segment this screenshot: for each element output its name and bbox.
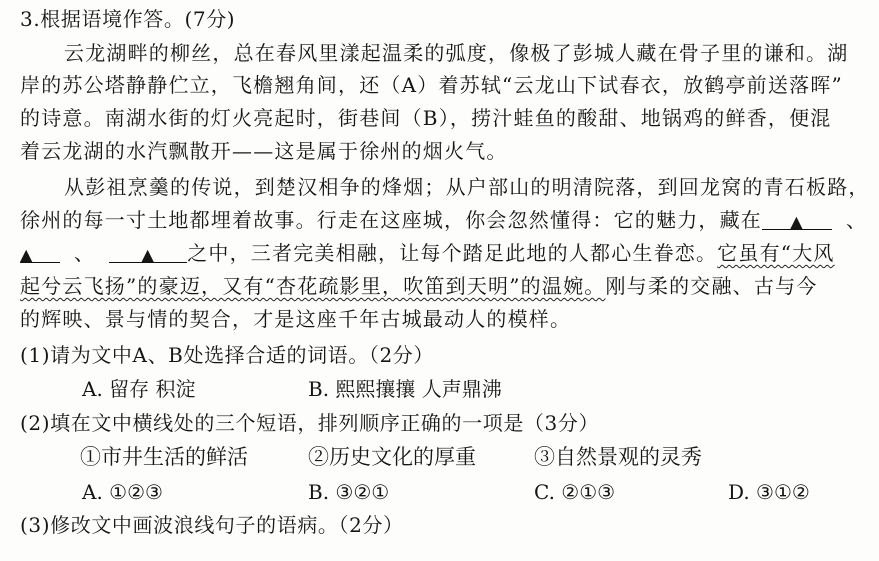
wavy-sentence-part2: 起兮云飞扬”的豪迈，又有“杏花疏影里，吹笛到天明”的温婉。 <box>20 274 606 298</box>
para2-line4 <box>20 273 817 299</box>
sub2-phrase-1: ①市井生活的鲜活 <box>80 445 248 469</box>
triangle-marker-icon: ▲ <box>20 245 34 264</box>
fill-blank-3 <box>109 240 187 263</box>
wavy-sentence-part1: 它虽有“大风 <box>717 241 835 265</box>
fill-blank-1 <box>762 207 832 230</box>
triangle-marker-icon: ▲ <box>141 245 155 264</box>
sub3-prompt: (3)修改文中画波浪线句子的语病。（2分） <box>20 513 404 537</box>
sub2-phrase-3: ③自然景观的灵秀 <box>534 445 702 469</box>
para2-line3-text: 之中，三者完美相融，让每个踏足此地的人都心生眷恋。 <box>187 241 718 265</box>
para2-line4-text: 刚与柔的交融、古与今 <box>605 274 818 298</box>
para1-line3: 的诗意。南湖水街的灯火亮起时，街巷间（B），捞汁蛙鱼的酸甜、地锅鸡的鲜香，便混 <box>20 106 832 130</box>
para1-line4: 着云龙湖的水汽飘散开——这是属于徐州的烟火气。 <box>20 139 508 163</box>
sub2-choice-a: A. ①②③ <box>82 480 163 504</box>
blank-separator: 、 <box>74 241 96 265</box>
sub2-prompt: (2)填在文中横线处的三个短语，排列顺序正确的一项是（3分） <box>20 411 600 435</box>
sub2-choice-d: D. ③①② <box>728 480 810 504</box>
para2-line2 <box>20 207 867 233</box>
para2-line1: 从彭祖烹羹的传说，到楚汉相争的烽烟；从户部山的明清院落，到回龙窝的青石板路， <box>64 175 870 199</box>
sub2-choice-c: C. ②①③ <box>534 480 616 504</box>
para2-line5: 的辉映、景与情的契合，才是这座千年古城最动人的模样。 <box>20 307 572 331</box>
sub1-option-b: B. 熙熙攘攘 人声鼎沸 <box>308 377 502 401</box>
para2-line2-text: 徐州的每一寸土地都埋着故事。行走在这座城，你会忽然懂得：它的魅力，藏在 <box>20 208 762 232</box>
para2-line3 <box>20 240 835 266</box>
question-title: 3.根据语境作答。(7分) <box>20 7 236 31</box>
sub2-phrase-2: ②历史文化的厚重 <box>308 445 476 469</box>
sub1-option-a: A. 留存 积淀 <box>82 377 196 401</box>
sub2-choice-b: B. ③②① <box>308 480 390 504</box>
para1-line2: 岸的苏公塔静静伫立，飞檐翘角间，还（A）着苏轼“云龙山下试春衣，放鹤亭前送落晖” <box>20 73 843 97</box>
para1-line1: 云龙湖畔的柳丝，总在春风里漾起温柔的弧度，像极了彭城人藏在骨子里的谦和。湖 <box>64 41 849 65</box>
blank-separator: 、 <box>846 208 868 232</box>
triangle-marker-icon: ▲ <box>790 212 804 231</box>
sub1-prompt: (1)请为文中A、B处选择合适的词语。（2分） <box>20 343 434 367</box>
fill-blank-2 <box>20 240 60 263</box>
